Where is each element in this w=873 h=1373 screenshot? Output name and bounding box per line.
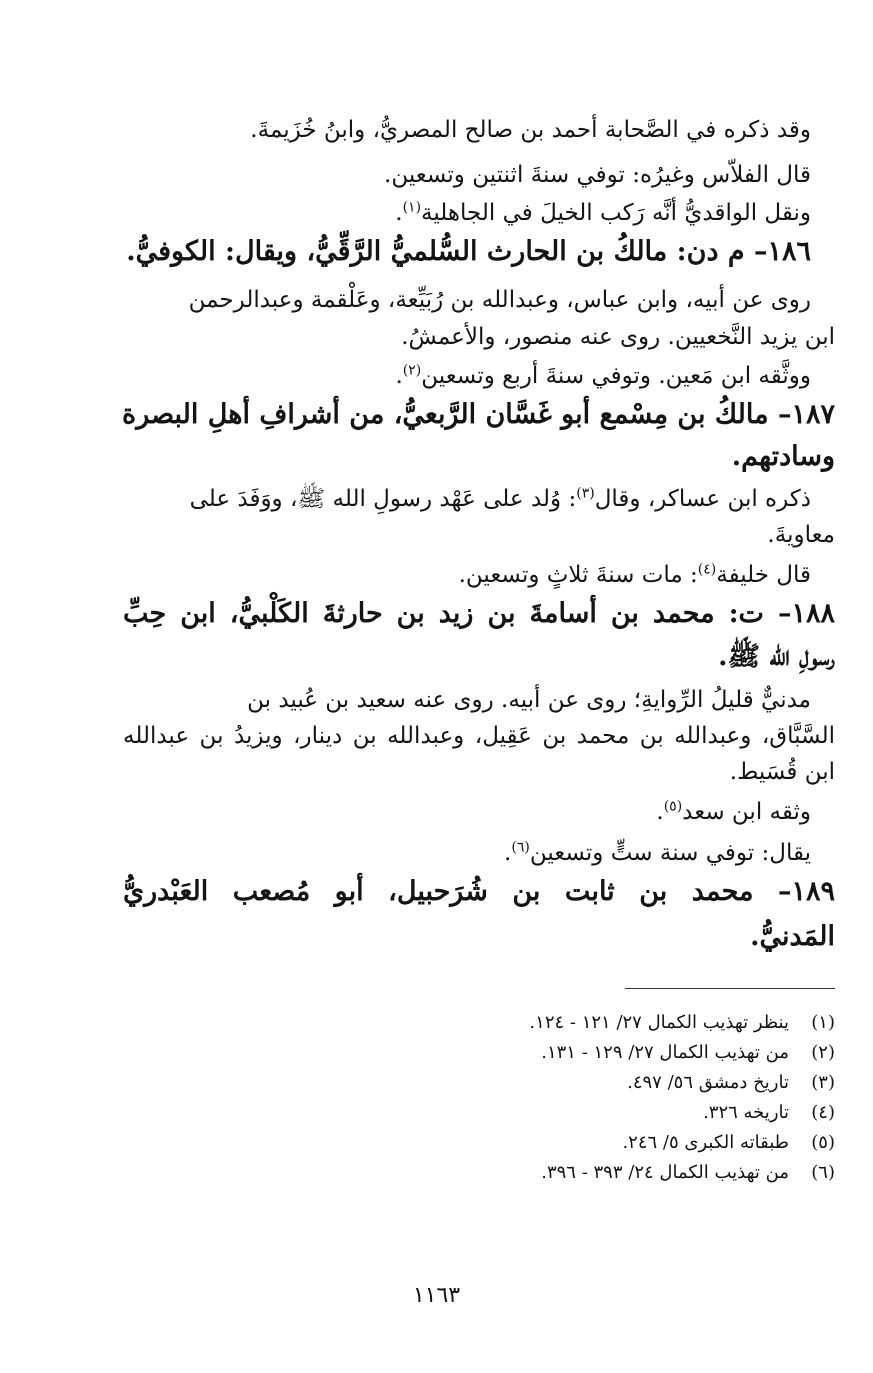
text-fragment: يقال: توفي سنة ستٍّ وتسعين	[529, 840, 811, 866]
text-line: وثقه ابن سعد$^{(٥)}$.	[656, 798, 811, 825]
footnote-ref: (٥)	[663, 798, 683, 815]
footnote-ref: (٤)	[697, 561, 717, 578]
footnote-number: (٤)	[811, 1102, 835, 1123]
footnote-number: (١)	[811, 1012, 835, 1033]
text-fragment: ووثَّقه ابن مَعين. وتوفي سنةَ أربع وتسعين	[421, 363, 811, 389]
footnote-number: (٣)	[811, 1072, 835, 1093]
footnote-ref: (٣)	[576, 485, 595, 502]
footnote	[703, 1101, 835, 1125]
footnote	[541, 1161, 835, 1185]
footnote-ref: (٢)	[402, 362, 422, 379]
text-fragment: قال خليفة	[716, 562, 811, 588]
footnote	[529, 1011, 835, 1035]
text-line: ووثَّقه ابن مَعين. وتوفي سنةَ أربع وتسعين$^{(٢)}$.	[395, 362, 811, 389]
text-line: مدنيٌّ قليلُ الرِّوايةِ؛ روى عن أبيه. روى عنه سعيد بن عُبيد بن	[247, 687, 811, 713]
entry-heading-188-cont: رسولِ الله ﷺ.	[718, 641, 835, 672]
footnote-divider	[625, 988, 835, 989]
footnote-text: تاريخ دمشق ٥٦/ ٤٩٧.	[627, 1072, 789, 1093]
entry-heading-187: ١٨٧– مالكُ بن مِسْمع أبو غَسَّان الرَّبعيُّ، من أشرافِ أهلِ البصرة	[122, 399, 835, 430]
footnote-text: ينظر تهذيب الكمال ٢٧/ ١٢١ - ١٢٤.	[529, 1012, 789, 1033]
text-line: قال الفلاّس وغيرُه: توفي سنةَ اثنتين وتسعين.	[384, 162, 811, 188]
text-line: السَّبَّاق، وعبدالله بن محمد بن عَقِيل، وعبدالله بن دينار، ويزيدُ بن عبدالله	[123, 723, 835, 749]
text-line: معاويةَ.	[767, 522, 835, 548]
footnote	[622, 1131, 835, 1155]
text-line	[190, 484, 811, 514]
text-line: ابن قُسَيط.	[729, 759, 835, 785]
entry-heading-186: ١٨٦– م دن: مالكُ بن الحارث السُّلميُّ الرَّقِّيُّ، ويقال: الكوفيُّ.	[126, 236, 811, 267]
footnote-ref: (١)	[402, 199, 422, 216]
text-line	[459, 560, 811, 590]
text-fragment: : وُلد على عَهْد رسولِ الله ﷺ، ووَفَدَ على	[189, 486, 577, 512]
footnote-text: طبقاته الكبرى ٥/ ٢٤٦.	[622, 1132, 789, 1153]
footnote-number: (٥)	[811, 1132, 835, 1153]
footnote	[541, 1041, 835, 1065]
entry-heading-189-cont: المَدنيُّ.	[750, 921, 835, 952]
page-number: ١١٦٣	[412, 1283, 461, 1308]
footnote-ref: (٦)	[511, 839, 530, 856]
footnote-number: (٢)	[811, 1042, 835, 1063]
text-fragment: ذكره ابن عساكر، وقال	[594, 486, 811, 512]
entry-heading-187-cont: وسادتهم.	[731, 441, 835, 472]
text-line: روى عن أبيه، وابن عباس، وعبدالله بن رُبَيِّعة، وعَلْقمة وعبدالرحمن	[188, 287, 811, 313]
footnote-text: من تهذيب الكمال ٢٤/ ٣٩٣ - ٣٩٦.	[541, 1162, 789, 1183]
text-line: وقد ذكره في الصَّحابة أحمد بن صالح المصريُّ، وابنُ خُزَيمةَ.	[250, 117, 811, 143]
entry-heading-189: ١٨٩– محمد بن ثابت بن شُرَحبيل، أبو مُصعب العَبْدريُّ	[123, 876, 835, 907]
footnote-number: (٦)	[811, 1162, 835, 1183]
text-fragment: : مات سنةَ ثلاثٍ وتسعين.	[458, 562, 698, 588]
text-line: ابن يزيد النَّخعيين. روى عنه منصور، والأعمشُ.	[401, 324, 835, 350]
text-fragment: وثقه ابن سعد	[682, 799, 811, 825]
text-line: ونقل الواقديُّ أنَّه رَكب الخيلَ في الجاهلية$^{(١)}$.	[395, 199, 811, 226]
text-fragment: ونقل الواقديُّ أنَّه رَكب الخيلَ في الجاهلية	[421, 200, 811, 226]
text-line: يقال: توفي سنة ستٍّ وتسعين$^{(٦)}$.	[504, 839, 811, 866]
footnote	[627, 1071, 835, 1095]
footnote-text: تاريخه ٣٢٦.	[703, 1102, 789, 1123]
footnote-text: من تهذيب الكمال ٢٧/ ١٢٩ - ١٣١.	[541, 1042, 789, 1063]
entry-heading-188: ١٨٨– ت: محمد بن أسامةَ بن زيد بن حارثةَ الكَلْبيُّ، ابن حِبِّ	[123, 598, 835, 629]
